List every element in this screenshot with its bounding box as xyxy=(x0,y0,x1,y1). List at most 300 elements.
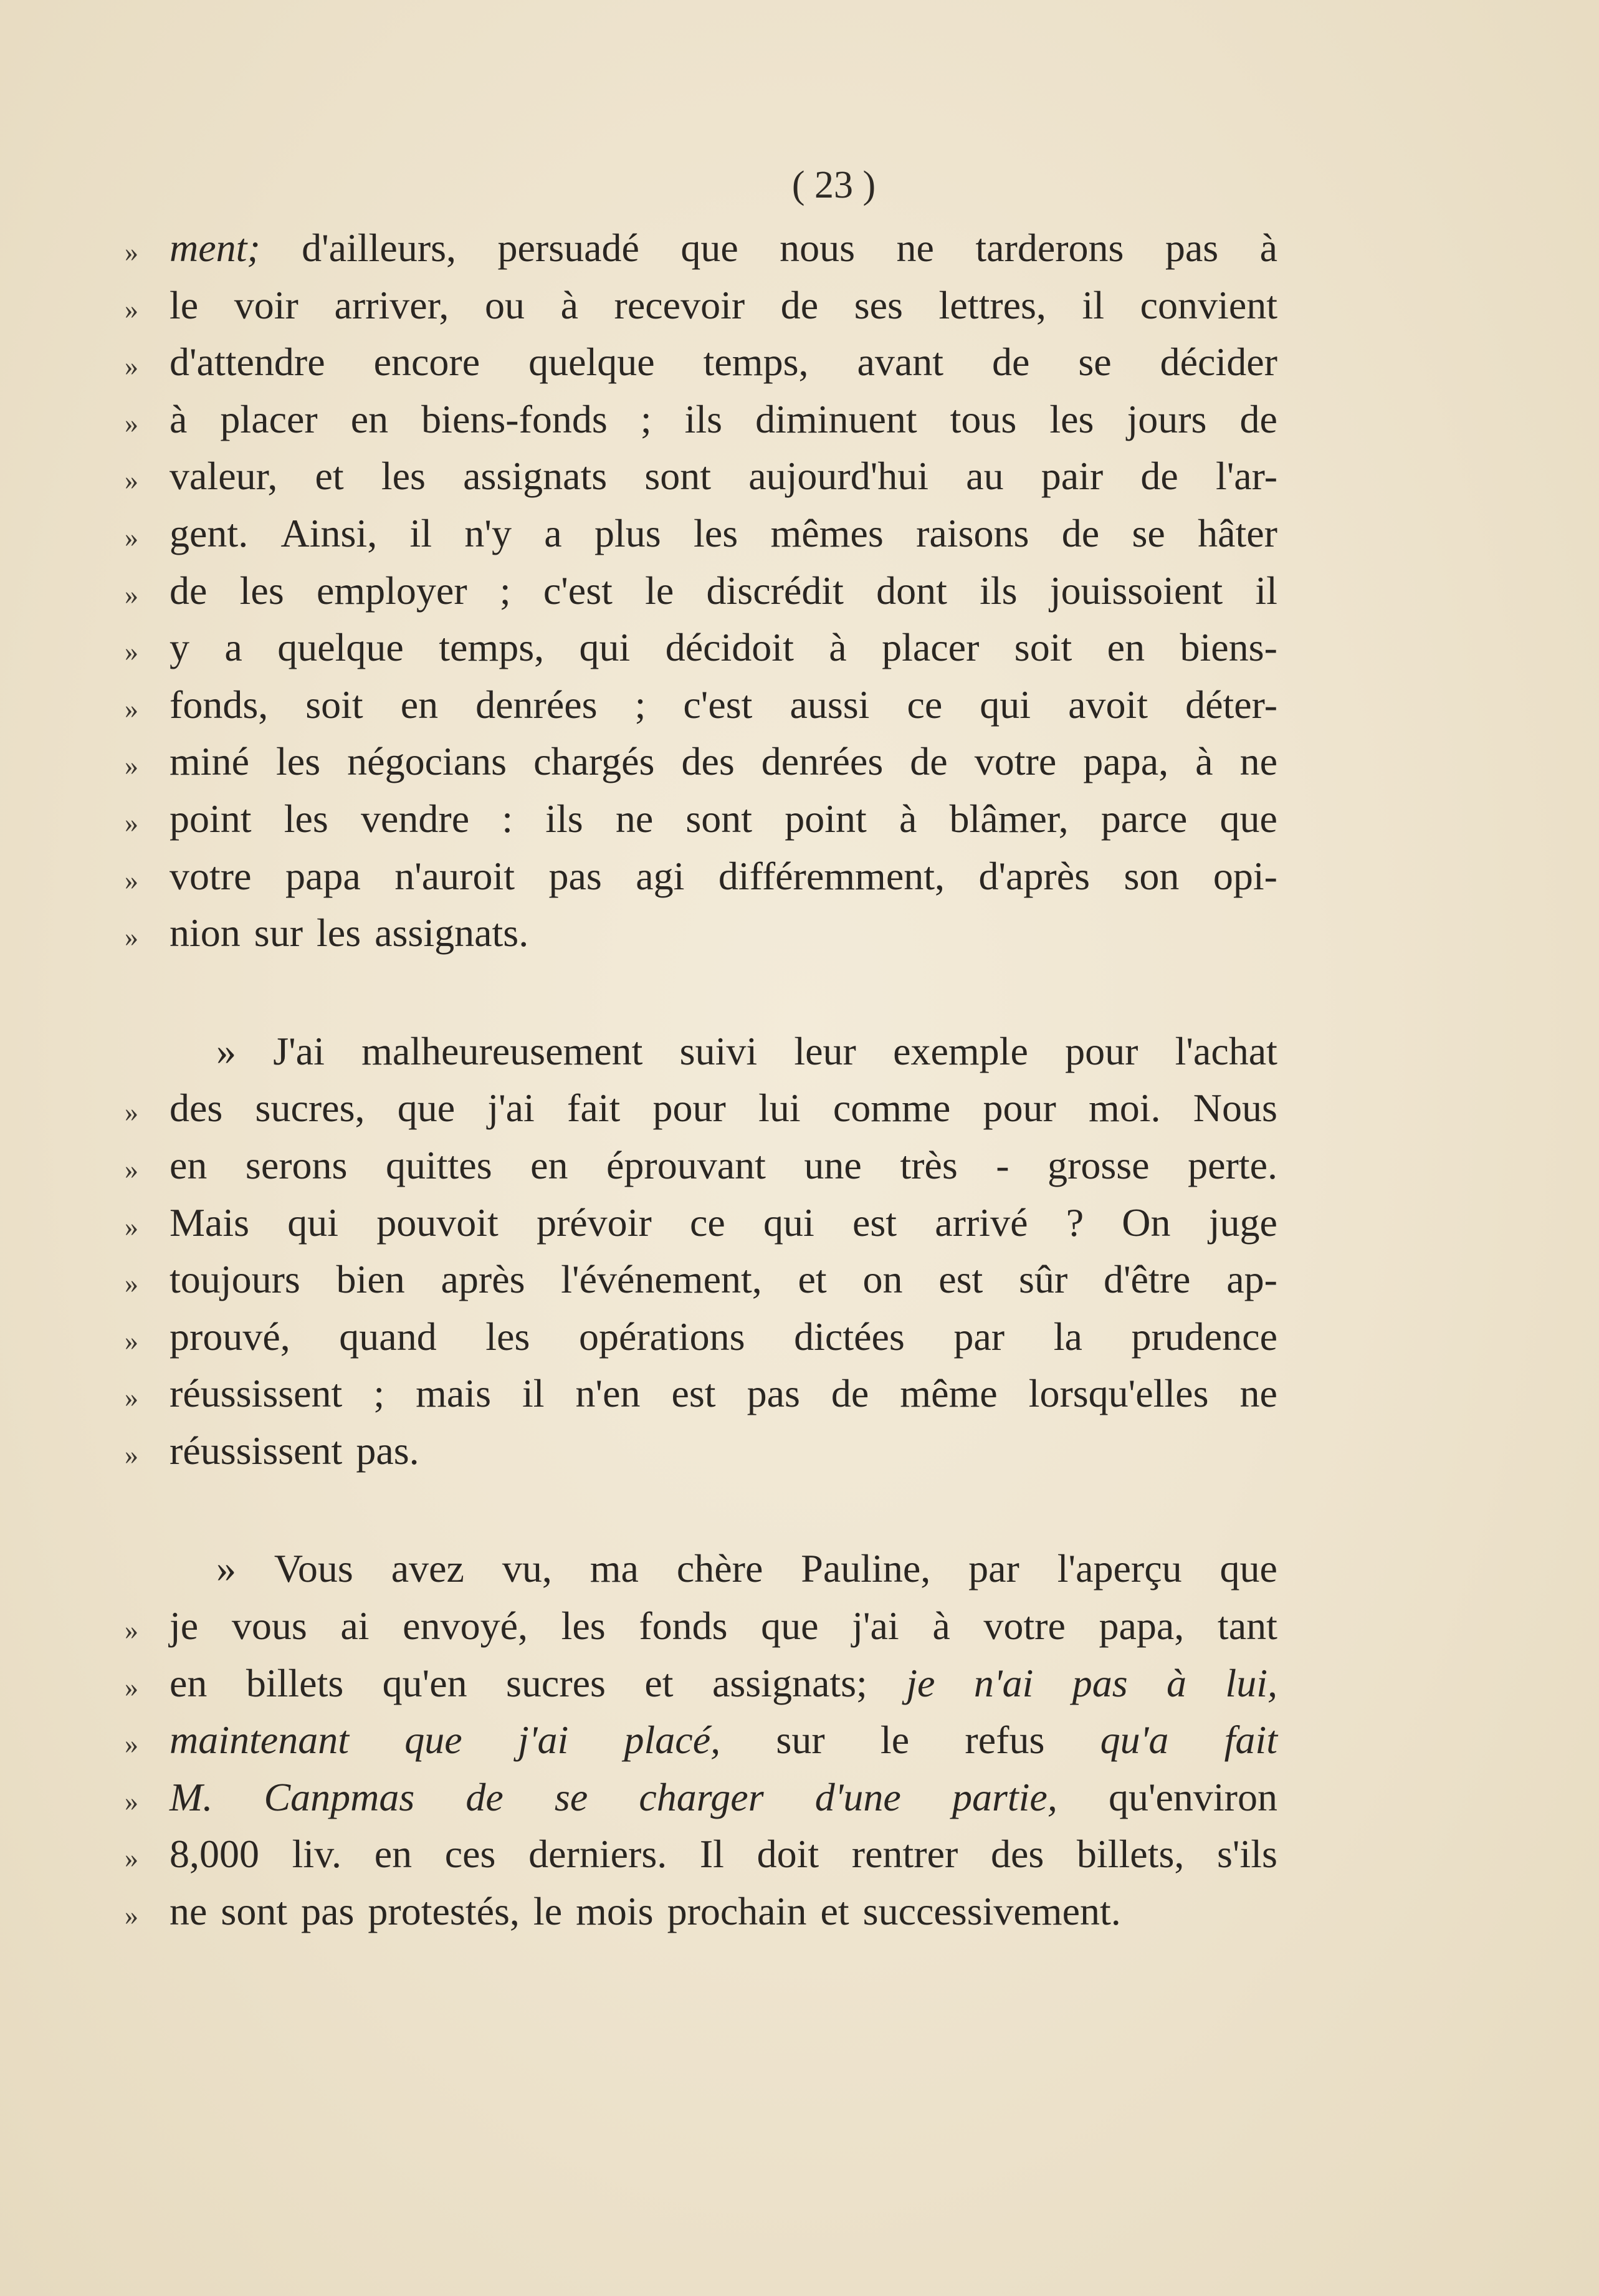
word: prévoir xyxy=(536,1200,652,1245)
text-line xyxy=(125,1769,1277,1826)
word: pas xyxy=(548,853,602,898)
word: Mais xyxy=(169,1200,249,1245)
text-line xyxy=(125,733,1277,790)
word: à xyxy=(169,396,188,441)
word: ; xyxy=(499,568,511,613)
word: ma xyxy=(589,1546,639,1591)
page-number: ( 23 ) xyxy=(791,164,876,206)
word: ment; xyxy=(169,226,260,270)
word: décider xyxy=(1160,340,1277,385)
word: qu'environ xyxy=(1108,1774,1277,1819)
word: Ainsi, xyxy=(280,510,378,555)
word: Pauline, xyxy=(801,1546,931,1591)
word: le xyxy=(880,1718,910,1763)
word: chargés xyxy=(533,739,655,784)
word: aussi xyxy=(790,682,870,727)
word: mais xyxy=(416,1371,491,1416)
word: fait xyxy=(567,1086,621,1131)
word: protestés, xyxy=(368,1889,520,1934)
word: billets xyxy=(246,1660,344,1705)
word: avez xyxy=(391,1546,464,1591)
word: sur xyxy=(254,911,303,955)
word: sont xyxy=(685,796,753,841)
quote-mark: » xyxy=(125,1211,138,1242)
word: n'ai xyxy=(973,1660,1034,1705)
word: c'est xyxy=(543,568,613,613)
word: votre xyxy=(974,739,1057,784)
word: à xyxy=(560,282,578,327)
text-line xyxy=(125,676,1277,734)
word: recevoir xyxy=(614,282,745,327)
word: blâmer, xyxy=(949,796,1069,841)
word: à xyxy=(899,796,917,841)
word: moi. xyxy=(1088,1086,1161,1131)
word: placé, xyxy=(624,1718,721,1763)
word: vendre xyxy=(360,796,470,841)
word: d'une xyxy=(814,1774,901,1819)
quote-mark: » xyxy=(125,1439,138,1470)
word: valeur, xyxy=(169,454,278,499)
line-text xyxy=(169,1422,1277,1480)
word: le xyxy=(533,1889,563,1934)
word: nous xyxy=(780,226,856,270)
word: successivement. xyxy=(862,1889,1121,1934)
word: n'auroit xyxy=(394,853,515,898)
word: ils xyxy=(684,396,723,441)
word: les xyxy=(694,510,738,555)
word: se xyxy=(1078,340,1112,385)
word: de xyxy=(991,340,1030,385)
word: perte. xyxy=(1188,1142,1277,1187)
word: arriver, xyxy=(334,282,449,327)
word: ou xyxy=(484,282,525,327)
word: qui xyxy=(980,682,1031,727)
text-line xyxy=(125,1251,1277,1308)
word: pas xyxy=(301,1889,355,1934)
word: biens-fonds xyxy=(421,396,608,441)
line-text xyxy=(169,904,1277,962)
word: pas xyxy=(747,1371,800,1416)
quote-mark: » xyxy=(125,579,138,610)
word: que xyxy=(761,1604,819,1648)
text-line xyxy=(125,1308,1277,1366)
word: en xyxy=(530,1142,568,1187)
word: billets, xyxy=(1076,1832,1185,1877)
word: papa xyxy=(285,853,361,898)
line-text xyxy=(169,1251,1277,1308)
word: très xyxy=(900,1142,958,1187)
word: derniers. xyxy=(528,1832,667,1877)
quote-mark: » xyxy=(125,750,138,782)
word: que xyxy=(1220,796,1277,841)
word: l'événement, xyxy=(561,1257,762,1302)
word: point xyxy=(169,796,252,841)
text-line xyxy=(125,1365,1277,1422)
text-line xyxy=(125,1137,1277,1194)
quote-mark: » xyxy=(125,1729,138,1760)
word: c'est xyxy=(683,682,753,727)
word: et xyxy=(315,454,344,499)
text-line xyxy=(125,904,1277,962)
text-line xyxy=(125,790,1277,848)
word: diminuent xyxy=(755,396,917,441)
word: votre xyxy=(169,853,252,898)
word: votre xyxy=(983,1604,1066,1648)
paragraph-gap xyxy=(125,1479,1277,1540)
word: les xyxy=(284,796,328,841)
word: - xyxy=(996,1142,1010,1187)
word: ne xyxy=(169,1889,208,1934)
word: la xyxy=(1053,1314,1082,1359)
word: qui xyxy=(763,1200,814,1245)
word: aujourd'hui xyxy=(748,454,928,499)
word: qu'a xyxy=(1100,1718,1169,1763)
word: de xyxy=(780,282,819,327)
word: ; xyxy=(640,396,652,441)
word: » xyxy=(216,1028,236,1073)
word: : xyxy=(502,796,513,841)
word: y xyxy=(169,625,189,670)
word: vous xyxy=(231,1604,307,1648)
word: il xyxy=(409,510,432,555)
word: des xyxy=(681,739,735,784)
word: assignats xyxy=(463,454,608,499)
word: les xyxy=(485,1314,530,1359)
word: quelque xyxy=(277,625,404,670)
word: juge xyxy=(1208,1200,1277,1245)
word: est xyxy=(938,1257,983,1302)
word: malheureusement xyxy=(361,1028,643,1073)
word: serons xyxy=(245,1142,348,1187)
word: opi- xyxy=(1213,853,1277,898)
word: en xyxy=(350,396,389,441)
word: lorsqu'elles xyxy=(1028,1371,1209,1416)
word: assignats. xyxy=(375,911,529,955)
word: avoit xyxy=(1068,682,1148,727)
word: temps, xyxy=(439,625,545,670)
word: envoyé, xyxy=(403,1604,528,1648)
line-text xyxy=(169,676,1277,734)
word: tarderons xyxy=(975,226,1124,270)
word: agi xyxy=(636,853,685,898)
word: sont xyxy=(644,454,712,499)
word: » xyxy=(216,1546,236,1591)
word: discrédit xyxy=(706,568,844,613)
word: de xyxy=(169,568,208,613)
word: jouissoient xyxy=(1049,568,1223,613)
word: On xyxy=(1122,1200,1171,1245)
word: d'attendre xyxy=(169,340,325,385)
word: l'ar- xyxy=(1215,454,1277,499)
word: pas xyxy=(1072,1660,1128,1705)
word: à xyxy=(1167,1660,1186,1705)
word: vu, xyxy=(502,1546,552,1591)
word: sûr xyxy=(1019,1257,1068,1302)
word: son xyxy=(1124,853,1180,898)
word: jours xyxy=(1127,396,1207,441)
word: pair xyxy=(1041,454,1104,499)
word: fonds, xyxy=(169,682,269,727)
word: de xyxy=(831,1371,869,1416)
word: doit xyxy=(757,1832,819,1877)
word: et xyxy=(798,1257,827,1302)
word: que xyxy=(397,1086,456,1131)
word: je xyxy=(906,1660,935,1705)
word: miné xyxy=(169,739,249,784)
word: les xyxy=(561,1604,606,1648)
word: sucres xyxy=(506,1660,606,1705)
text-line xyxy=(125,1422,1277,1480)
word: denrées xyxy=(475,682,598,727)
word: ils xyxy=(545,796,583,841)
word: arrivé xyxy=(935,1200,1028,1245)
word: de xyxy=(1239,396,1277,441)
word: partie, xyxy=(952,1774,1057,1819)
word: Il xyxy=(699,1832,724,1877)
line-text xyxy=(169,1137,1277,1194)
quote-mark: » xyxy=(125,1786,138,1817)
word: j'ai xyxy=(517,1718,569,1763)
word: en xyxy=(400,682,439,727)
quote-mark: » xyxy=(125,1325,138,1356)
word: quand xyxy=(339,1314,437,1359)
quote-mark: » xyxy=(125,1900,138,1931)
word: sucres, xyxy=(255,1086,365,1131)
text-line xyxy=(125,1655,1277,1712)
word: et xyxy=(644,1660,674,1705)
line-text xyxy=(169,1883,1277,1940)
word: les xyxy=(239,568,284,613)
word: chère xyxy=(676,1546,763,1591)
word: gent. xyxy=(169,510,249,555)
word: une xyxy=(804,1142,862,1187)
word: quittes xyxy=(385,1142,492,1187)
quote-mark: » xyxy=(125,294,138,325)
line-text xyxy=(169,391,1277,448)
word: ne xyxy=(615,796,654,841)
word: à xyxy=(1195,739,1213,784)
word: l'achat xyxy=(1175,1028,1277,1073)
word: qui xyxy=(579,625,631,670)
line-text xyxy=(169,1194,1277,1251)
text-line xyxy=(125,1194,1277,1251)
word: raisons xyxy=(916,510,1029,555)
quote-mark: » xyxy=(125,1672,138,1703)
word: prochain xyxy=(667,1889,807,1934)
word: de xyxy=(465,1774,504,1819)
word: point xyxy=(785,796,867,841)
word: qu'en xyxy=(382,1660,467,1705)
quote-mark: » xyxy=(125,408,138,439)
text-line xyxy=(125,1597,1277,1655)
text-line xyxy=(125,562,1277,619)
word: tous xyxy=(950,396,1017,441)
word: pas xyxy=(1165,226,1219,270)
text-line xyxy=(125,1711,1277,1769)
word: temps, xyxy=(703,340,809,385)
line-text xyxy=(169,333,1277,391)
word: a xyxy=(544,510,562,555)
word: persuadé xyxy=(497,226,639,270)
word: lui, xyxy=(1225,1660,1277,1705)
word: ap- xyxy=(1226,1257,1277,1302)
quote-mark: » xyxy=(125,1615,138,1646)
word: pouvoit xyxy=(376,1200,499,1245)
quote-mark: » xyxy=(125,1382,138,1413)
word: on xyxy=(862,1257,903,1302)
word: maintenant xyxy=(169,1718,349,1763)
text-line xyxy=(125,1883,1277,1940)
word: opérations xyxy=(578,1314,745,1359)
word: lettres, xyxy=(938,282,1046,327)
word: à xyxy=(1259,226,1277,270)
word: déter- xyxy=(1185,682,1277,727)
word: se xyxy=(1132,510,1165,555)
word: d'être xyxy=(1104,1257,1191,1302)
word: sont xyxy=(221,1889,288,1934)
word: les xyxy=(317,911,361,955)
word: grosse xyxy=(1048,1142,1150,1187)
word: les xyxy=(381,454,426,499)
word: mêmes xyxy=(770,510,884,555)
word: que xyxy=(680,226,738,270)
word: charger xyxy=(639,1774,764,1819)
word: le xyxy=(169,282,199,327)
word: ce xyxy=(907,682,943,727)
word: prudence xyxy=(1131,1314,1277,1359)
word: après xyxy=(441,1257,525,1302)
word: dictées xyxy=(794,1314,905,1359)
line-text xyxy=(169,790,1277,848)
word: ; xyxy=(373,1371,385,1416)
word: j'ai xyxy=(852,1604,899,1648)
word: ils xyxy=(980,568,1018,613)
word: est xyxy=(671,1371,716,1416)
word: quelque xyxy=(528,340,655,385)
word: avant xyxy=(857,340,944,385)
line-text xyxy=(169,1308,1277,1366)
word: de xyxy=(1061,510,1100,555)
word: encore xyxy=(373,340,480,385)
quote-mark: » xyxy=(125,522,138,553)
word: que xyxy=(404,1718,462,1763)
word: je xyxy=(169,1604,199,1648)
word: liv. xyxy=(292,1832,342,1877)
word: fait xyxy=(1224,1718,1277,1763)
word: à xyxy=(932,1604,950,1648)
word: dont xyxy=(876,568,947,613)
word: lui xyxy=(758,1086,801,1131)
quote-mark: » xyxy=(125,636,138,667)
line-text xyxy=(169,1655,1277,1712)
quote-mark: » xyxy=(125,922,138,953)
word: fonds xyxy=(639,1604,728,1648)
text-line xyxy=(125,619,1277,676)
text-body xyxy=(125,219,1277,1940)
word: toujours xyxy=(169,1257,300,1302)
word: ce xyxy=(689,1200,725,1245)
quote-mark: » xyxy=(125,807,138,838)
word: bien xyxy=(336,1257,405,1302)
word: assignats; xyxy=(712,1660,867,1705)
word: tant xyxy=(1217,1604,1277,1648)
word: Canpmas xyxy=(264,1774,415,1819)
word: par xyxy=(968,1546,1019,1591)
word: en xyxy=(1107,625,1145,670)
text-line xyxy=(125,333,1277,391)
word: pour xyxy=(983,1086,1056,1131)
line-text xyxy=(169,1540,1277,1597)
word: placer xyxy=(220,396,318,441)
word: de xyxy=(910,739,948,784)
word: n'y xyxy=(464,510,512,555)
line-text xyxy=(169,848,1277,905)
line-text xyxy=(169,277,1277,334)
word: en xyxy=(374,1832,413,1877)
word: comme xyxy=(833,1086,951,1131)
word: des xyxy=(990,1832,1044,1877)
word: pour xyxy=(1065,1028,1138,1073)
word: décidoit xyxy=(665,625,794,670)
word: d'après xyxy=(978,853,1091,898)
word: se xyxy=(554,1774,588,1819)
word: J'ai xyxy=(273,1028,325,1073)
word: pas. xyxy=(356,1428,419,1473)
word: les xyxy=(1049,396,1094,441)
line-text xyxy=(169,1079,1277,1137)
text-line xyxy=(125,1825,1277,1883)
line-text xyxy=(169,562,1277,619)
word: denrées xyxy=(761,739,884,784)
word: négocians xyxy=(347,739,507,784)
word: n'en xyxy=(575,1371,641,1416)
quote-mark: » xyxy=(125,465,138,496)
word: l'aperçu xyxy=(1057,1546,1182,1591)
word: soit xyxy=(305,682,363,727)
line-text xyxy=(169,733,1277,790)
text-line xyxy=(125,848,1277,905)
word: ne xyxy=(1239,739,1277,784)
word: d'ailleurs, xyxy=(302,226,457,270)
word: ; xyxy=(634,682,646,727)
word: placer xyxy=(882,625,980,670)
word: est xyxy=(852,1200,897,1245)
word: même xyxy=(900,1371,998,1416)
line-text xyxy=(169,1769,1277,1826)
word: le xyxy=(645,568,674,613)
line-text xyxy=(169,1023,1277,1080)
quote-mark: » xyxy=(125,237,138,267)
line-text xyxy=(169,219,1277,277)
word: réussissent xyxy=(169,1428,343,1473)
quote-mark: » xyxy=(125,864,138,896)
word: rentrer xyxy=(851,1832,958,1877)
quote-mark: » xyxy=(125,1154,138,1185)
word: Nous xyxy=(1193,1086,1277,1131)
word: en xyxy=(169,1660,208,1705)
word: exemple xyxy=(893,1028,1028,1073)
quote-mark: » xyxy=(125,693,138,724)
word: biens- xyxy=(1180,625,1277,670)
line-text xyxy=(169,1365,1277,1422)
word: sur xyxy=(776,1718,825,1763)
word: voir xyxy=(234,282,298,327)
text-line xyxy=(125,447,1277,505)
word: de xyxy=(1140,454,1178,499)
text-line xyxy=(125,277,1277,334)
word: ai xyxy=(340,1604,370,1648)
word: qui xyxy=(287,1200,338,1245)
